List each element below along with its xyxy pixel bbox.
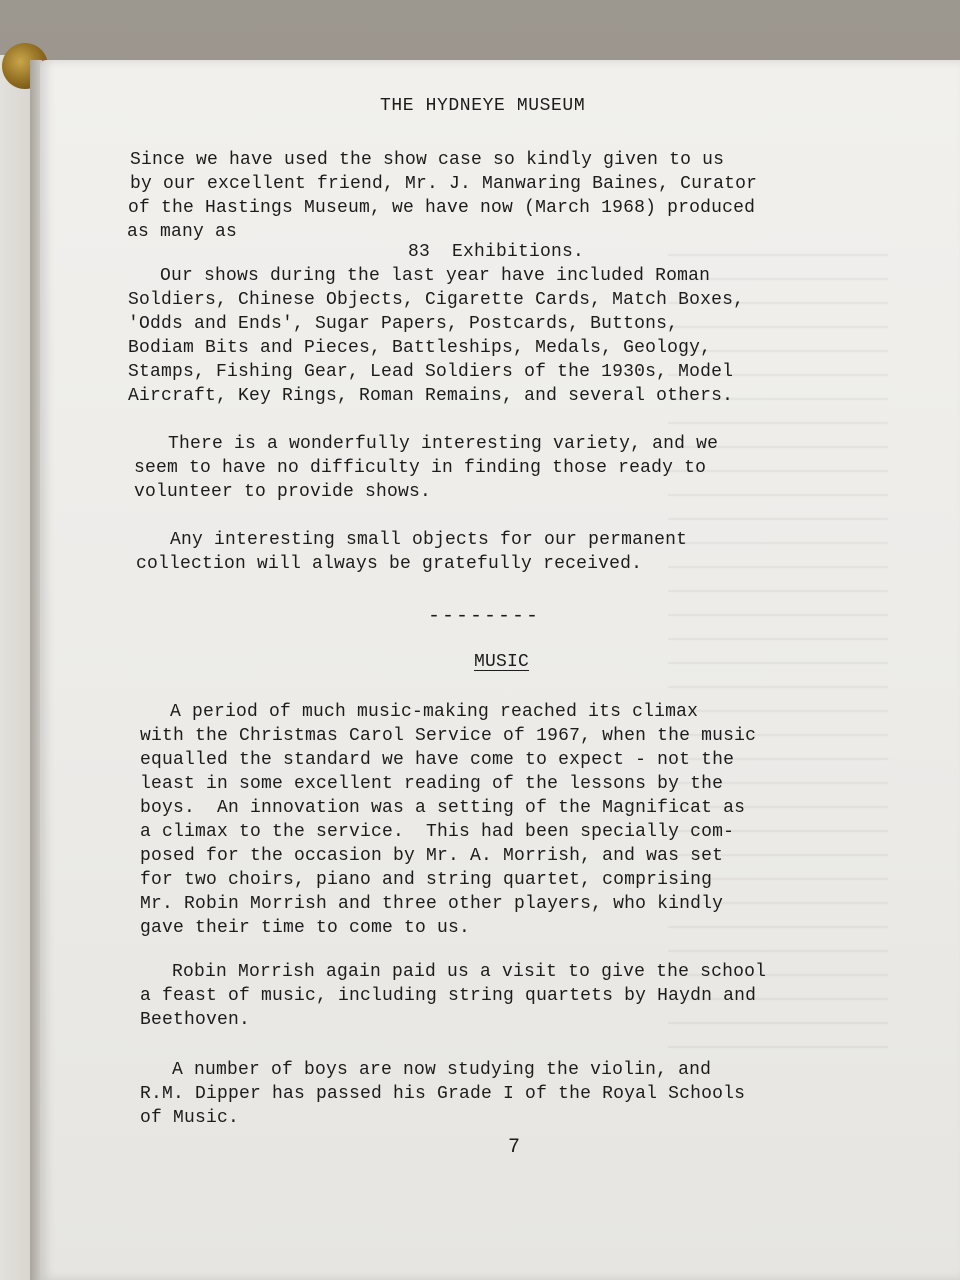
violin-line-2: R.M. Dipper has passed his Grade I of the Royal Schools xyxy=(140,1084,746,1104)
music-line-6: a climax to the service. This had been specially com- xyxy=(140,822,735,842)
museum-line-1: Since we have used the show case so kindly given to us xyxy=(130,150,725,170)
music-line-4: least in some excellent reading of the lessons by the xyxy=(140,774,724,794)
violin-line-1: A number of boys are now studying the violin, and xyxy=(172,1060,712,1080)
music-line-1: A period of much music-making reached its climax xyxy=(170,702,699,722)
shows-line-5: Stamps, Fishing Gear, Lead Soldiers of the 1930s, Model xyxy=(128,362,734,382)
music-line-5: boys. An innovation was a setting of the Magnificat as xyxy=(140,798,746,818)
music-line-2: with the Christmas Carol Service of 1967, when the music xyxy=(140,726,757,746)
music-line-7: posed for the occasion by Mr. A. Morrish, and was set xyxy=(140,846,724,866)
variety-line-2: seem to have no difficulty in finding those ready to xyxy=(134,458,707,478)
variety-line-1: There is a wonderfully interesting variety, and we xyxy=(168,434,719,454)
section-divider: -------- xyxy=(428,605,541,628)
page-number: 7 xyxy=(508,1136,521,1159)
collection-line-1: Any interesting small objects for our permanent xyxy=(170,530,688,550)
shows-line-3: 'Odds and Ends', Sugar Papers, Postcards, Buttons, xyxy=(128,314,679,334)
music-line-9: Mr. Robin Morrish and three other players, who kindly xyxy=(140,894,724,914)
shows-line-6: Aircraft, Key Rings, Roman Remains, and several others. xyxy=(128,386,734,406)
facing-page-edge xyxy=(0,55,31,1280)
visit-line-3: Beethoven. xyxy=(140,1010,251,1030)
museum-line-3: of the Hastings Museum, we have now (March 1968) produced xyxy=(128,198,756,218)
museum-line-4: as many as xyxy=(127,222,238,242)
music-line-10: gave their time to come to us. xyxy=(140,918,471,938)
visit-line-1: Robin Morrish again paid us a visit to give the school xyxy=(172,962,767,982)
exhibitions-count: 83 Exhibitions. xyxy=(408,242,585,262)
collection-line-2: collection will always be gratefully received. xyxy=(136,554,643,574)
museum-line-2: by our excellent friend, Mr. J. Manwaring Baines, Curator xyxy=(130,174,758,194)
music-line-3: equalled the standard we have come to expect - not the xyxy=(140,750,735,770)
shows-line-1: Our shows during the last year have included Roman xyxy=(160,266,711,286)
music-line-8: for two choirs, piano and string quartet, comprising xyxy=(140,870,713,890)
document-page xyxy=(40,60,960,1280)
shows-line-4: Bodiam Bits and Pieces, Battleships, Medals, Geology, xyxy=(128,338,712,358)
visit-line-2: a feast of music, including string quartets by Haydn and xyxy=(140,986,757,1006)
variety-line-3: volunteer to provide shows. xyxy=(134,482,432,502)
music-heading: MUSIC xyxy=(474,652,530,672)
shows-line-2: Soldiers, Chinese Objects, Cigarette Cards, Match Boxes, xyxy=(128,290,745,310)
violin-line-3: of Music. xyxy=(140,1108,240,1128)
page-title: THE HYDNEYE MUSEUM xyxy=(380,96,586,116)
